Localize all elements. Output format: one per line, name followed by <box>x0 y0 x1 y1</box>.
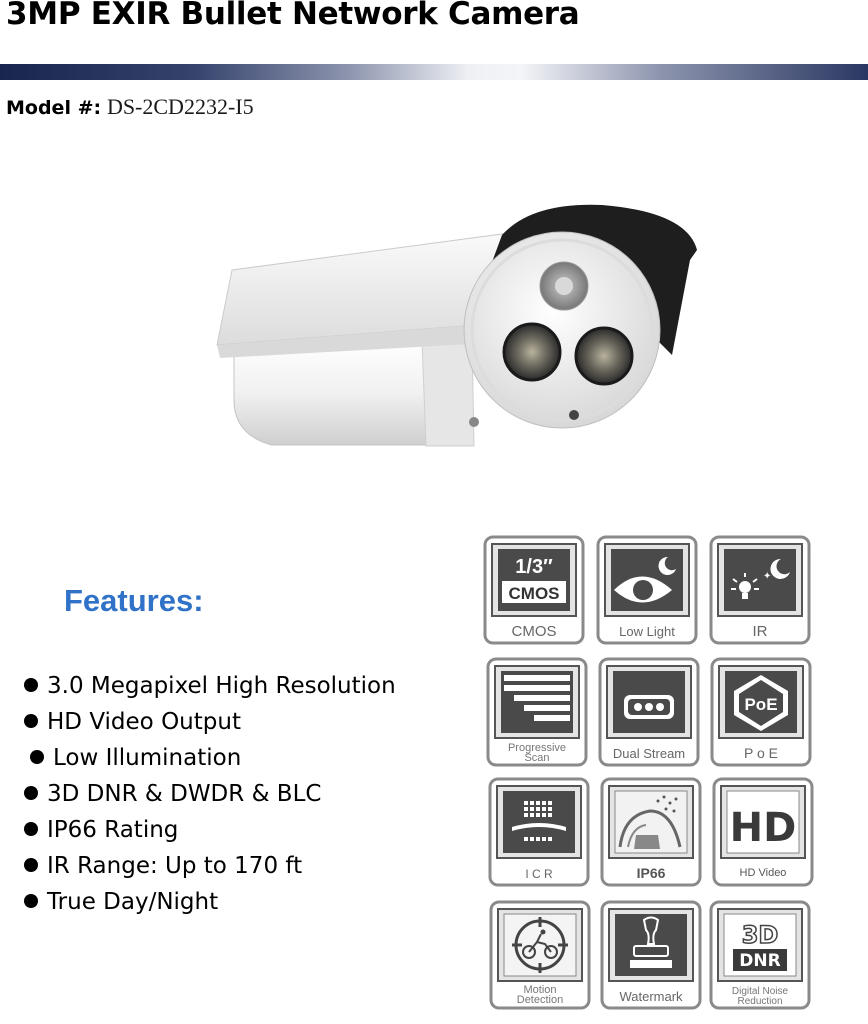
poe-icon <box>710 657 812 767</box>
svg-text:Progressive: Progressive <box>507 742 567 754</box>
svg-text:I C R: I C R <box>525 867 553 881</box>
list-item: HD Video Output <box>24 704 396 740</box>
bullet-icon <box>24 786 38 800</box>
list-item: 3D DNR & DWDR & BLC <box>24 776 396 812</box>
svg-text:Digital Noise: Digital Noise <box>731 986 789 997</box>
svg-text:Motion: Motion <box>523 984 557 996</box>
svg-text:Scan: Scan <box>524 752 550 764</box>
motion-detection-icon <box>489 900 591 1010</box>
list-item: IP66 Rating <box>24 812 396 848</box>
header-gradient-bar <box>0 64 868 80</box>
svg-text:IP66: IP66 <box>636 865 666 881</box>
svg-text:DNR: DNR <box>739 951 781 971</box>
bullet-icon <box>30 750 44 764</box>
svg-text:Low Light: Low Light <box>619 624 675 639</box>
icr-icon <box>488 777 590 887</box>
dual-stream-icon <box>598 657 700 767</box>
digital-noise-reduction-icon <box>709 900 811 1010</box>
features-list <box>24 668 396 920</box>
progressive-scan-icon <box>486 657 588 767</box>
model-value: DS-2CD2232-I5 <box>106 94 254 119</box>
list-item: True Day/Night <box>24 884 396 920</box>
bullet-icon <box>24 858 38 872</box>
model-number <box>6 94 254 120</box>
svg-text:Watermark: Watermark <box>619 989 683 1004</box>
features-heading: Features: <box>64 583 204 618</box>
low-light-icon <box>596 535 698 645</box>
svg-text:HD Video: HD Video <box>739 867 787 879</box>
svg-text:IR: IR <box>752 623 768 640</box>
svg-text:Detection: Detection <box>516 994 564 1006</box>
ip66-icon <box>600 777 702 887</box>
svg-text:✦: ✦ <box>763 571 772 582</box>
cmos-icon <box>483 535 585 645</box>
list-item: IR Range: Up to 170 ft <box>24 848 396 884</box>
ir-icon <box>709 535 811 645</box>
bullet-icon <box>24 822 38 836</box>
bullet-icon <box>24 894 38 908</box>
svg-text:Dual Stream: Dual Stream <box>612 746 686 761</box>
svg-text:3D: 3D <box>741 921 779 949</box>
camera-product-image <box>212 200 702 455</box>
svg-text:P o E: P o E <box>744 745 778 761</box>
page-title: 3MP EXIR Bullet Network Camera <box>6 0 580 32</box>
bullet-icon <box>24 714 38 728</box>
svg-text:✦: ✦ <box>658 558 666 568</box>
svg-text:PoE: PoE <box>744 695 778 714</box>
list-item: 3.0 Megapixel High Resolution <box>24 668 396 704</box>
watermark-icon <box>600 900 702 1010</box>
model-label: Model #: <box>6 97 102 119</box>
bullet-icon <box>24 678 38 692</box>
svg-text:Reduction: Reduction <box>737 996 783 1007</box>
svg-text:CMOS: CMOS <box>511 623 557 640</box>
svg-text:HD: HD <box>729 805 797 851</box>
svg-text:CMOS: CMOS <box>508 584 560 603</box>
feature-icon-grid <box>480 533 820 1013</box>
hd-video-icon <box>712 777 814 887</box>
list-item: Low Illumination <box>24 740 396 776</box>
svg-text:1/3″: 1/3″ <box>515 556 553 578</box>
